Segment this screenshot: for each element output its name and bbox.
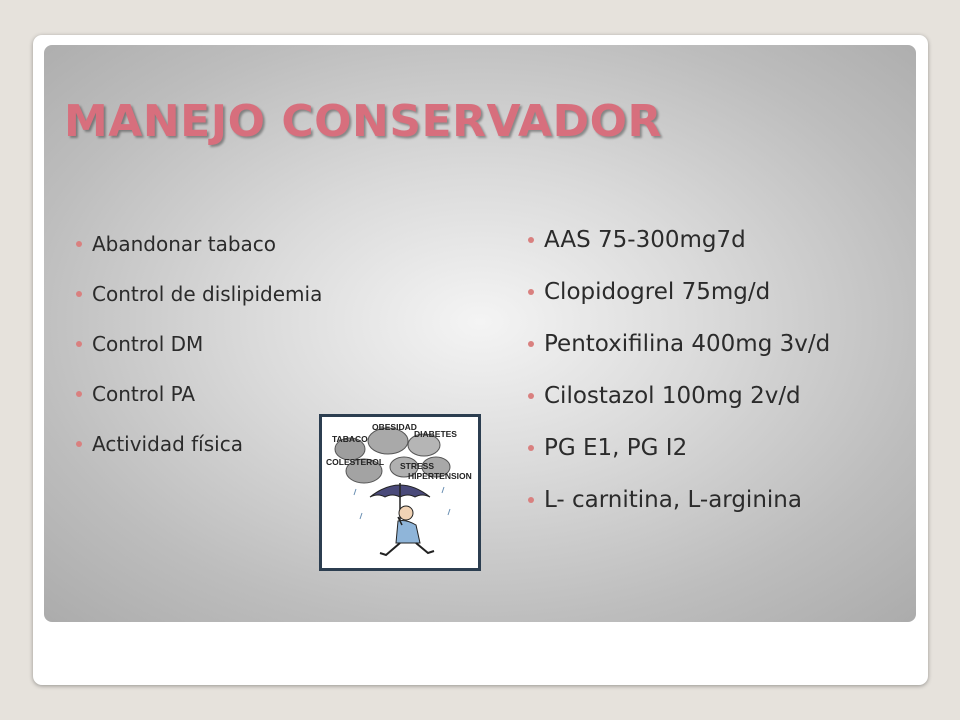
person-head: [399, 506, 413, 520]
bullet-icon: [76, 291, 82, 297]
label-tabaco: TABACO: [332, 434, 368, 444]
risk-factors-illustration: [319, 414, 481, 571]
bullet-text: AAS 75-300mg7d: [544, 227, 746, 253]
rain-drop: [354, 489, 356, 495]
bullet-icon: [76, 391, 82, 397]
rain-drop: [360, 513, 362, 519]
label-colesterol: COLESTEROL: [326, 457, 385, 467]
list-item: [528, 328, 830, 380]
bullet-text: Actividad física: [92, 432, 243, 456]
left-bullet-list: [76, 230, 322, 480]
bullet-icon: [76, 441, 82, 447]
list-item: [528, 432, 830, 484]
list-item: [76, 330, 322, 380]
bullet-text: Cilostazol 100mg 2v/d: [544, 383, 801, 409]
list-item: [528, 224, 830, 276]
right-bullet-list: [528, 224, 830, 536]
label-stress: STRESS: [400, 461, 435, 471]
bullet-icon: [528, 393, 534, 399]
list-item: [528, 484, 830, 536]
bullet-icon: [528, 341, 534, 347]
bullet-icon: [528, 497, 534, 503]
bullet-text: Abandonar tabaco: [92, 232, 277, 256]
bullet-text: Clopidogrel 75mg/d: [544, 279, 771, 305]
rain-drop: [448, 509, 450, 515]
bullet-icon: [528, 445, 534, 451]
bullet-text: Pentoxifilina 400mg 3v/d: [544, 331, 831, 357]
label-obesidad: OBESIDAD: [372, 422, 417, 432]
person-body: [396, 521, 420, 544]
bullet-icon: [528, 289, 534, 295]
label-diabetes: DIABETES: [414, 429, 457, 439]
bullet-text: PG E1, PG I2: [544, 435, 688, 461]
bullet-icon: [76, 341, 82, 347]
bullet-text: Control PA: [92, 382, 196, 406]
list-item: [76, 430, 322, 480]
bullet-icon: [528, 237, 534, 243]
rain-drop: [442, 487, 444, 493]
bullet-text: L- carnitina, L-arginina: [544, 487, 802, 513]
bullet-icon: [76, 241, 82, 247]
illustration-svg: [322, 417, 478, 568]
label-hipertension: HIPERTENSION: [408, 471, 472, 481]
list-item: [76, 230, 322, 280]
bullet-text: Control DM: [92, 332, 204, 356]
person-legs: [380, 543, 434, 555]
list-item: [528, 276, 830, 328]
bullet-text: Control de dislipidemia: [92, 282, 323, 306]
list-item: [528, 380, 830, 432]
list-item: [76, 380, 322, 430]
slide-title: MANEJO CONSERVADOR: [64, 96, 662, 147]
list-item: [76, 280, 322, 330]
